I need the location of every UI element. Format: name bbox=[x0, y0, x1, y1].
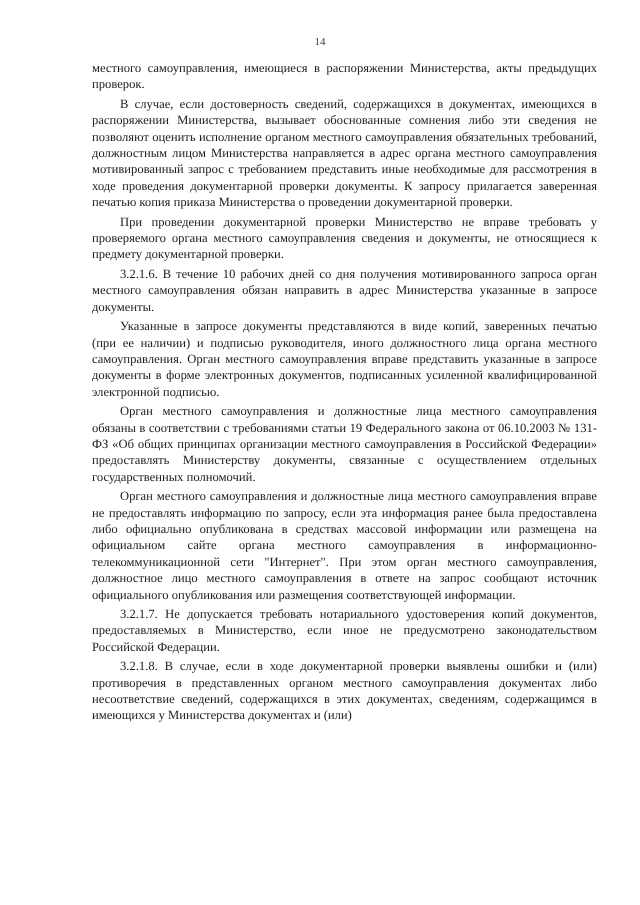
paragraph-ministry-restriction: При проведении документарной проверки Министерство не вправе требовать у проверяемого органа местного самоуправления сведения и документы, не относящиеся к предмету документарной проверки. bbox=[92, 214, 597, 262]
paragraph-3-2-1-7: 3.2.1.7. Не допускается требовать нотариального удостоверения копий документов, предоставляемых в Министерство, если иное не предусмотрено законодательством Российской Федерации. bbox=[92, 607, 597, 654]
paragraph-request-for-documents: В случае, если достоверность сведений, содержащихся в документах, имеющихся в распоряжении Министерства, вызывает обоснованные сомнения либо эти сведения не позволяют оценить исполнение органом местного самоуправления обязательных требований, должностным лицом Министерства направляется в адрес органа местного самоуправления мотивированный запрос с требованием представить иные необходимые для рассмотрения в ходе проведения документарной проверки документы. К запросу прилагается заверенная печатью копия приказа Министерства о проведении документарной проверки. bbox=[92, 96, 597, 210]
paragraph-right-not-to-provide: Орган местного самоуправления и должностные лица местного самоуправления вправе не предоставлять информацию по запросу, если эта информация ранее была предоставлена либо официально опубликована в средствах массовой информации или размещена на официальном сайте органа местного самоуправления в информационно-телекоммуникационной сети "Интернет". При этом орган местного самоуправления, должностное лицо местного самоуправления в ответе на запрос сообщают источник официального опубликования или размещения соответствующей информации. bbox=[92, 489, 597, 602]
paragraph-obligation-article-19: Орган местного самоуправления и должностные лица местного самоуправления обязаны в соответствии с требованиями статьи 19 Федерального закона от 06.10.2003 № 131-ФЗ «Об общих принципах организации местного самоуправления в Российской Федерации» предоставлять Министерству документы, связанные с осуществлением отдельных государственных полномочий. bbox=[92, 404, 597, 484]
paragraph-continuation: местного самоуправления, имеющиеся в распоряжении Министерства, акты предыдущих проверок. bbox=[92, 61, 597, 92]
paragraph-3-2-1-8: 3.2.1.8. В случае, если в ходе документарной проверки выявлены ошибки и (или) противоречия в представленных органом местного самоуправления документах либо несоответствие сведений, содержащихся в этих документах, сведениям, содержащимся в имеющихся у Министерства документах и (или) bbox=[92, 659, 597, 723]
page-number: 14 bbox=[314, 36, 326, 48]
paragraph-copies-certification: Указанные в запросе документы представляются в виде копий, заверенных печатью (при ее наличии) и подписью руководителя, иного должностного лица органа местного самоуправления. Орган местного самоуправления вправе представить указанные в запросе документы в форме электронных документов, подписанных усиленной квалифицированной электронной подписью. bbox=[92, 319, 597, 399]
document-body bbox=[92, 60, 597, 727]
paragraph-3-2-1-6: 3.2.1.6. В течение 10 рабочих дней со дня получения мотивированного запроса орган местного самоуправления обязан направить в адрес Министерства указанные в запросе документы. bbox=[92, 266, 597, 314]
